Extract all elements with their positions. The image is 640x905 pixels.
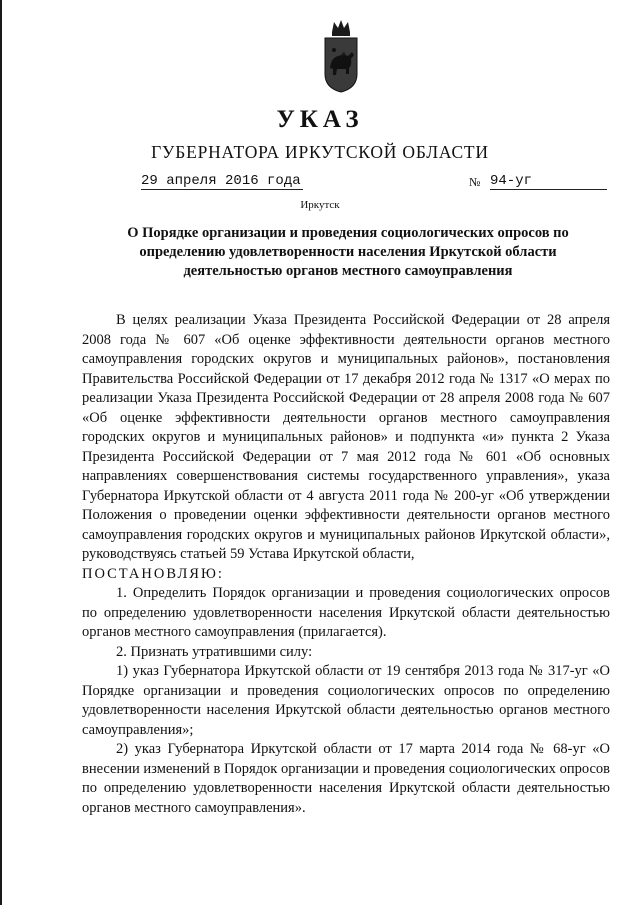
coat-of-arms-icon <box>322 18 360 94</box>
paragraph-item-2-1: 1) указ Губернатора Иркутской области от 19 сентября 2013 года № 317-уг «О Порядке организации и проведения социологических опросов по определению удовлетворенности населения Иркутской области деятельностью органов местного самоуправления»; <box>82 663 610 738</box>
paragraph-item-2-2: 2) указ Губернатора Иркутской области от 17 марта 2014 года № 68-уг «О внесении изменений в Порядок организации и проведения социологических опросов по определению удовлетворенности населения Иркутской области деятельностью органов местного самоуправления». <box>82 741 610 816</box>
document-subtitle: ГУБЕРНАТОРА ИРКУТСКОЙ ОБЛАСТИ <box>151 142 489 162</box>
document-title: УКАЗ <box>276 106 364 133</box>
paragraph-preamble: В целях реализации Указа Президента Российской Федерации от 28 апреля 2008 года № 607 «Об оценке эффективности деятельности органов местного самоуправления городских округов и муниципальных районов», постановления Правительства Российской Федерации от 17 декабря 2012 года № 1317 «О мерах по реализации Указа Президента Российской Федерации от 28 апреля 2008 года № 607 «Об оценке эффективности деятельности органов местного самоуправления городских округов и муниципальных районов» и подпункта «и» пункта 2 Указа Президента Российской Федерации от 7 мая 2012 года № 601 «Об основных направлениях совершенствования системы государственного управления», указа Губернатора Иркутской области от 4 августа 2011 года № 200-уг «Об утверждении Положения о проведении оценки эффективности деятельности органов местного самоуправления городских округов и муниципальных районов Иркутской области», руководствуясь статьей 59 Устава Иркутской области, <box>82 312 610 562</box>
paragraph-item-1: 1. Определить Порядок организации и проведения социологических опросов по определению удовлетворенности населения Иркутской области деятельностью органов местного самоуправления (прилагается). <box>82 585 610 640</box>
number-value: 94-уг <box>490 173 607 190</box>
document-date: 29 апреля 2016 года <box>141 173 303 190</box>
document-body <box>82 311 610 818</box>
scan-edge <box>0 0 2 905</box>
document-number <box>469 173 607 193</box>
document-city: Иркутск <box>300 199 340 211</box>
number-sign: № <box>469 175 481 189</box>
document-heading: О Порядке организации и проведения социологических опросов по определению удовлетворенности населения Иркутской области деятельностью органов местного самоуправления <box>127 225 569 279</box>
paragraph-decree: ПОСТАНОВЛЯЮ: <box>82 565 224 582</box>
paragraph-item-2: 2. Признать утратившими силу: <box>116 643 313 660</box>
